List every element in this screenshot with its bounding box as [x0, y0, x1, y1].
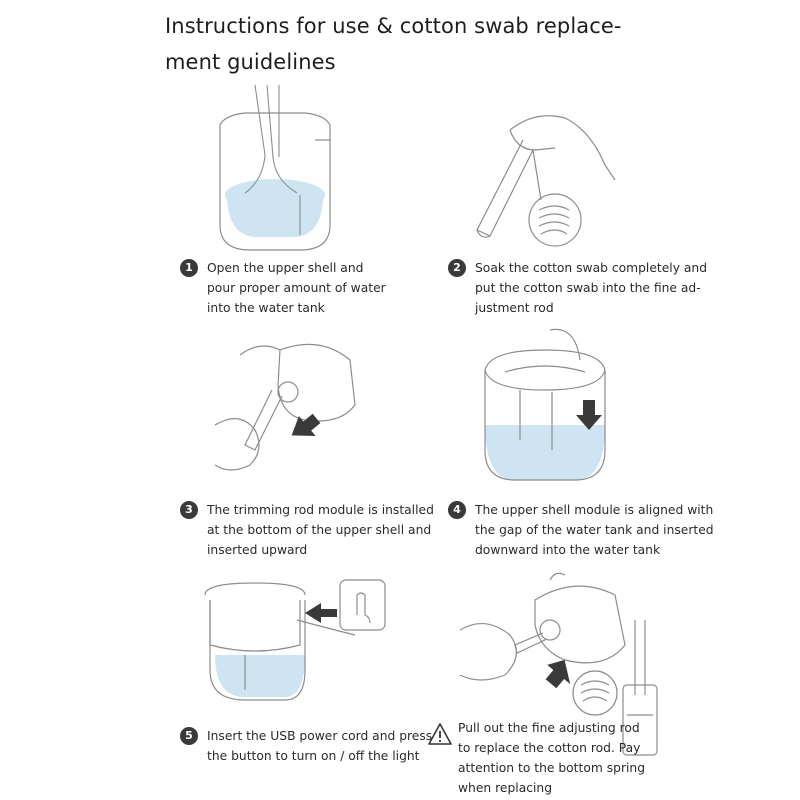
warning-text: Pull out the fine adjusting rod to replace the cotton rod. Pay attention to the bottom spring when replacing: [458, 721, 646, 795]
step-1-text: Open the upper shell and pour proper amount of water into the water tank: [207, 261, 386, 315]
step-3: [180, 500, 434, 560]
number-badge-2: 2: [448, 259, 466, 277]
step-2-text: Soak the cotton swab completely and put the cotton swab into the fine ad- justment rod: [475, 261, 708, 315]
number-badge-5: 5: [180, 727, 198, 745]
number-badge-3: 3: [180, 501, 198, 519]
step-5: [180, 726, 432, 766]
step-4: [448, 500, 714, 560]
warning-triangle-icon: [428, 722, 452, 746]
number-badge-4: 4: [448, 501, 466, 519]
illustration-usb-power: [205, 575, 405, 705]
illustration-pour-water: [205, 85, 355, 255]
step-1: [180, 258, 386, 318]
step-warning: [428, 718, 645, 798]
number-badge-1: 1: [180, 259, 198, 277]
page-title: Instructions for use & cotton swab replace- ment guidelines: [165, 14, 622, 74]
step-2: [448, 258, 707, 318]
step-5-text: Insert the USB power cord and press the button to turn on / off the light: [207, 729, 433, 763]
step-4-text: The upper shell module is aligned with the gap of the water tank and inserted downward into the water tank: [475, 503, 714, 557]
step-3-text: The trimming rod module is installed at the bottom of the upper shell and inserted upward: [207, 503, 434, 557]
illustration-soak-swab: [455, 110, 635, 250]
illustration-install-rod: [210, 330, 370, 490]
illustration-align-shell: [480, 330, 620, 490]
